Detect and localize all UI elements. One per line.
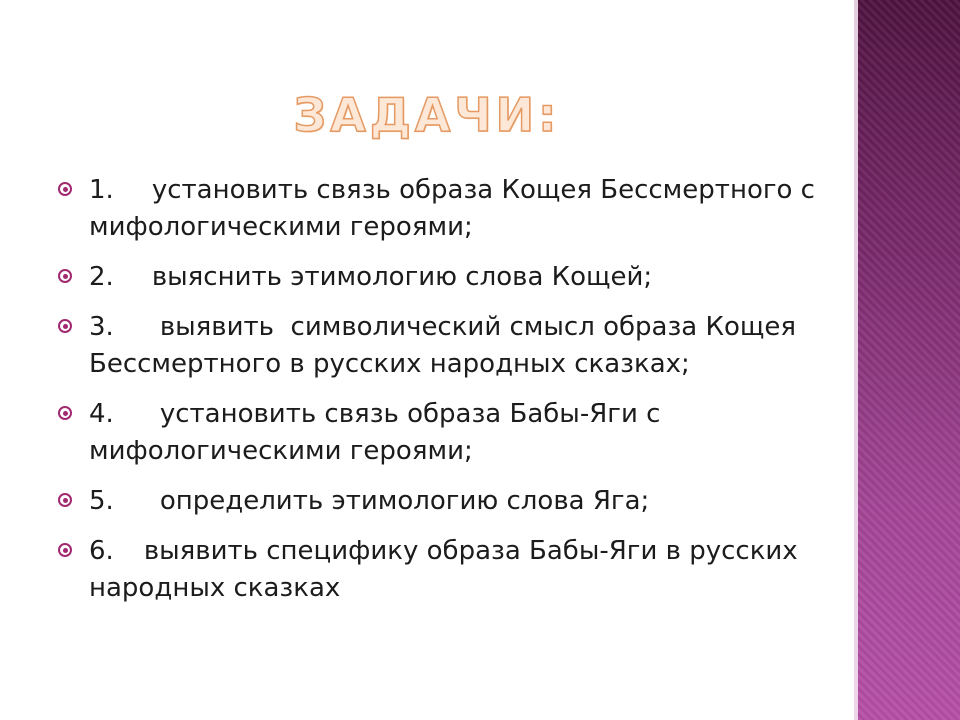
item-number: 4. <box>89 399 114 429</box>
item-description: установить связь образа Кощея Бессмертного с мифологическими героями; <box>89 175 824 242</box>
decorative-side-bar <box>854 0 960 720</box>
list-item <box>58 533 838 607</box>
item-description: установить связь образа Бабы-Яги с мифологическими героями; <box>89 399 669 466</box>
list-item-text <box>89 396 838 470</box>
item-number: 6. <box>89 536 114 566</box>
item-description: выяснить этимологию слова Кощей; <box>151 262 653 292</box>
list-item <box>58 483 838 520</box>
item-description: выявить символический смысл образа Кощея Бессмертного в русских народных сказках; <box>89 312 805 379</box>
circled-dot-bullet-icon <box>58 269 72 283</box>
item-number: 5. <box>89 486 114 516</box>
list-item-text <box>89 483 838 520</box>
list-item <box>58 172 838 246</box>
circled-dot-bullet-icon <box>58 543 72 557</box>
item-description: выявить специфику образа Бабы-Яги в русских народных сказках <box>89 536 806 603</box>
list-item <box>58 396 838 470</box>
list-item-text <box>89 172 838 246</box>
circled-dot-bullet-icon <box>58 319 72 333</box>
list-item-text <box>89 533 838 607</box>
circled-dot-bullet-icon <box>58 493 72 507</box>
task-list <box>58 172 838 620</box>
list-item-text <box>89 309 838 383</box>
slide-title: ЗАДАЧИ: <box>293 88 561 142</box>
list-item <box>58 309 838 383</box>
item-number: 3. <box>89 312 114 342</box>
item-number: 2. <box>89 262 114 292</box>
list-item <box>58 259 838 296</box>
item-number: 1. <box>89 175 114 205</box>
circled-dot-bullet-icon <box>58 406 72 420</box>
item-description: определить этимологию слова Яга; <box>159 486 650 516</box>
circled-dot-bullet-icon <box>58 182 72 196</box>
side-bar-texture <box>858 0 960 720</box>
list-item-text <box>89 259 838 296</box>
